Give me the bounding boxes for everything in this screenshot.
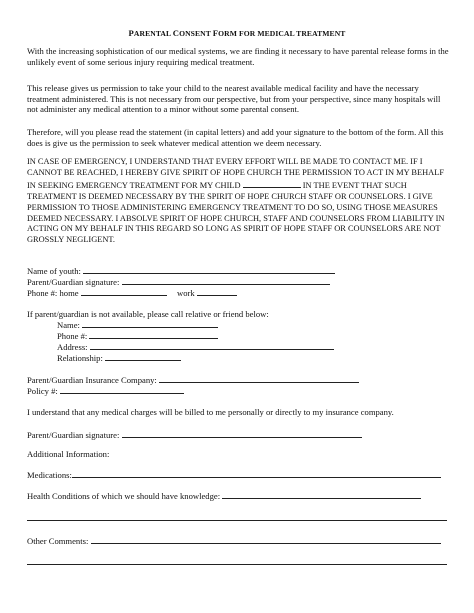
intro-paragraph-1: With the increasing sophistication of our medical systems, we are finding it necessary to have parental release forms in the unlikely event of some serious injury requiring medical treatment.	[27, 46, 449, 67]
other-comments-label: Other Comments:	[27, 536, 89, 546]
title-part: P	[128, 28, 134, 38]
work-phone-field[interactable]	[197, 287, 237, 296]
name-of-youth-label: Name of youth:	[27, 266, 81, 276]
other-comments-extra-line[interactable]	[27, 564, 447, 565]
parent-signature-2-row	[27, 429, 362, 441]
billing-statement: I understand that any medical charges will be billed to me personally or directly to my insurance company.	[27, 407, 394, 417]
form-title	[0, 28, 474, 38]
parent-signature-2-field[interactable]	[122, 429, 362, 438]
phone-label: Phone #:	[27, 288, 58, 298]
medications-field[interactable]	[72, 469, 441, 478]
title-part: ONSENT	[179, 29, 211, 38]
parent-signature-2-label: Parent/Guardian signature:	[27, 430, 120, 440]
health-conditions-extra-line[interactable]	[27, 520, 447, 521]
title-part: ARENTAL	[133, 29, 171, 38]
policy-label: Policy #:	[27, 386, 58, 396]
alt-address-field[interactable]	[90, 341, 334, 350]
work-label: work	[177, 288, 195, 298]
alt-name-label: Name:	[57, 320, 80, 330]
parent-signature-field[interactable]	[122, 276, 330, 285]
other-comments-field[interactable]	[91, 535, 441, 544]
medications-label: Medications:	[27, 470, 72, 480]
alt-phone-field[interactable]	[89, 330, 218, 339]
alt-name-field[interactable]	[82, 319, 218, 328]
phone-row	[27, 287, 237, 299]
alternate-contact-instruction: If parent/guardian is not available, please call relative or friend below:	[27, 309, 269, 319]
health-conditions-row	[27, 490, 421, 502]
additional-info-heading: Additional Information:	[27, 449, 110, 459]
alt-phone-label: Phone #:	[57, 331, 88, 341]
home-label: home	[59, 288, 79, 298]
health-conditions-field[interactable]	[222, 490, 421, 499]
name-of-youth-field[interactable]	[83, 265, 335, 274]
insurance-company-field[interactable]	[159, 374, 359, 383]
parent-signature-label: Parent/Guardian signature:	[27, 277, 120, 287]
consent-statement-part-2: IN THE EVENT THAT SUCH TREATMENT IS DEEMED NECESSARY BY THE SPIRIT OF HOPE CHURCH STAFF OR COUNSELORS. I GIVE PERMISSION TO THOSE ADMINISTERING EMERGENCY TREATMENT TO DO SO, USING THOSE MEASURES DEEMED NECESSARY. I ABSOLVE SPIRIT OF HOPE CHURCH, STAFF AND COUNSELORS FROM LIABILITY IN ACTING ON MY BEHALF IN THIS REGARD SO LONG AS SPIRIT OF HOPE STAFF OR COUNSELORS ARE NOT GROSSLY NEGLIGENT.	[27, 180, 445, 245]
child-name-blank[interactable]	[243, 179, 301, 188]
title-part: F	[212, 28, 219, 38]
title-part: C	[172, 28, 180, 38]
policy-field[interactable]	[60, 385, 184, 394]
title-part: ORM FOR MEDICAL TREATMENT	[218, 29, 346, 38]
policy-row	[27, 385, 184, 397]
alt-address-label: Address:	[57, 342, 88, 352]
alt-relationship-label: Relationship:	[57, 353, 103, 363]
alt-relationship-row	[57, 352, 181, 364]
other-comments-row	[27, 535, 441, 547]
home-phone-field[interactable]	[81, 287, 167, 296]
medications-row	[27, 469, 441, 481]
health-conditions-label: Health Conditions of which we should have knowledge:	[27, 491, 221, 501]
intro-paragraph-3: Therefore, will you please read the statement (in capital letters) and add your signature to the bottom of the form. All this does is give us the permission to seek whatever medical attention we deem necessary.	[27, 127, 444, 148]
intro-paragraph-2: This release gives us permission to take your child to the nearest available medical facility and have the necessary treatment administered. This is not necessary from our perspective, but from your perspective, since many hospitals will not administer any medical attention to a minor without some parental consent.	[27, 83, 441, 115]
consent-statement-part-1: IN CASE OF EMERGENCY, I UNDERSTAND THAT EVERY EFFORT WILL BE MADE TO CONTACT ME. IF I CANNOT BE REACHED, I HEREBY GIVE SPIRIT OF HOPE CHURCH THE PERMISSION TO ACT IN MY BEHALF IN SEEKING EMERGENCY TREATMENT FOR MY CHILD	[27, 157, 445, 190]
insurance-company-label: Parent/Guardian Insurance Company:	[27, 375, 157, 385]
alt-relationship-field[interactable]	[105, 352, 181, 361]
consent-statement	[27, 157, 452, 246]
